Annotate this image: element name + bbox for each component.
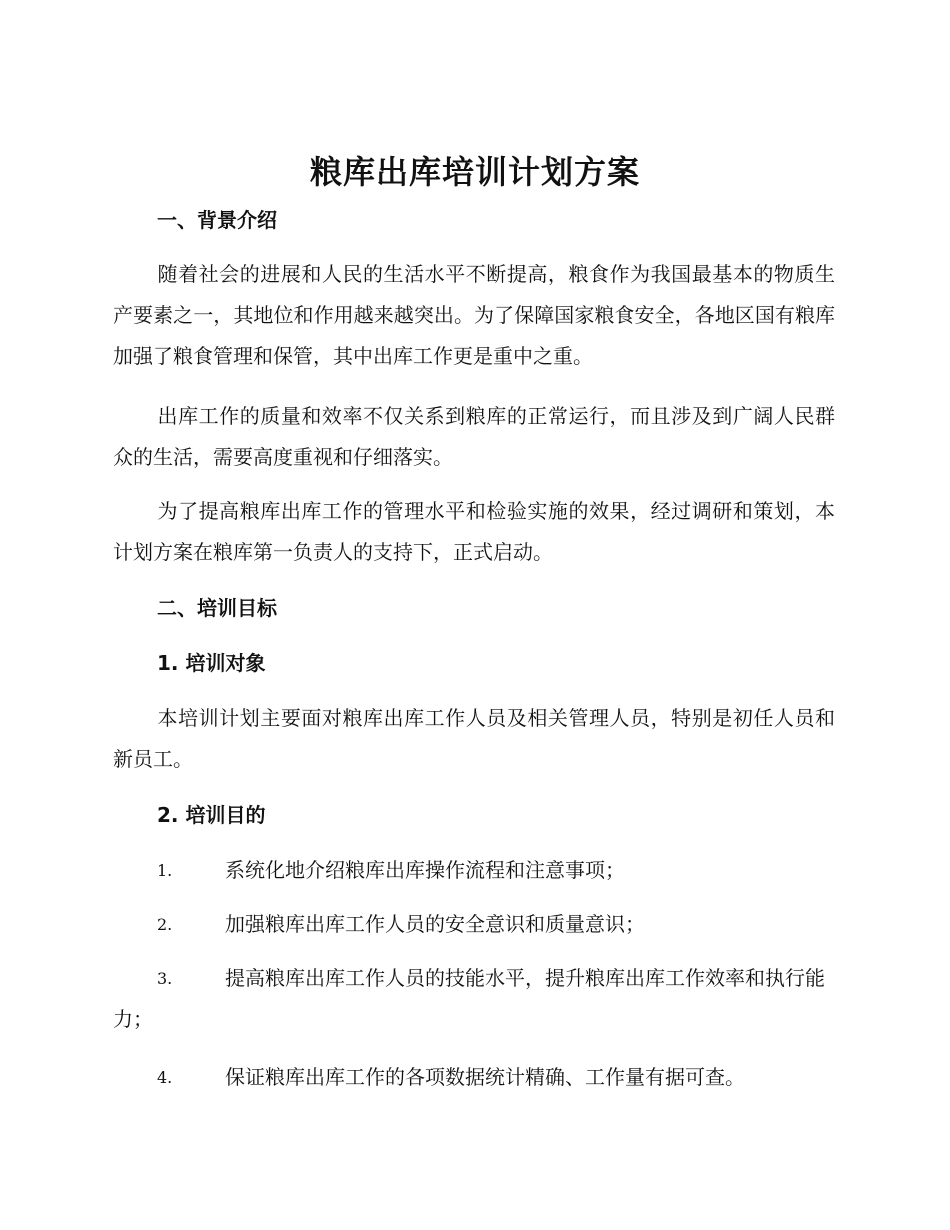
document-title: 粮库出库培训计划方案	[309, 153, 640, 191]
list-item-number: 1.	[157, 861, 173, 880]
list-item	[113, 904, 835, 945]
list-item-text: 加强粮库出库工作人员的安全意识和质量意识；	[225, 912, 645, 936]
section-heading-background: 一、背景介绍	[157, 208, 277, 232]
list-item-text: 提高粮库出库工作人员的技能水平，提升粮库出库工作效率和执行能力；	[113, 966, 825, 1031]
list-item-number: 2.	[157, 915, 173, 934]
list-item-number: 4.	[157, 1068, 173, 1087]
paragraph-background-2	[113, 396, 835, 478]
paragraph-audience	[113, 698, 835, 780]
paragraph-text: 为了提高粮库出库工作的管理水平和检验实施的效果，经过调研和策划，本计划方案在粮库第一负责人的支持下，正式启动。	[113, 499, 835, 564]
list-item	[113, 850, 835, 891]
subsection-heading-purpose: 2. 培训目的	[157, 803, 266, 827]
paragraph-text: 本培训计划主要面对粮库出库工作人员及相关管理人员，特别是初任人员和新员工。	[113, 706, 835, 771]
list-item-text: 系统化地介绍粮库出库操作流程和注意事项；	[225, 858, 625, 882]
section-heading-goals: 二、培训目标	[157, 596, 277, 620]
paragraph-text: 随着社会的进展和人民的生活水平不断提高，粮食作为我国最基本的物质生产要素之一，其地位和作用越来越突出。为了保障国家粮食安全，各地区国有粮库加强了粮食管理和保管，其中出库工作更是重中之重。	[113, 262, 835, 368]
paragraph-background-3	[113, 491, 835, 573]
list-item-text: 保证粮库出库工作的各项数据统计精确、工作量有据可查。	[225, 1065, 745, 1089]
paragraph-text: 出库工作的质量和效率不仅关系到粮库的正常运行，而且涉及到广阔人民群众的生活，需要高度重视和仔细落实。	[113, 404, 835, 469]
list-item-number: 3.	[157, 969, 173, 988]
paragraph-background-1	[113, 254, 835, 377]
list-item	[113, 958, 835, 1040]
list-item	[113, 1057, 835, 1098]
subsection-heading-audience: 1. 培训对象	[157, 651, 266, 675]
